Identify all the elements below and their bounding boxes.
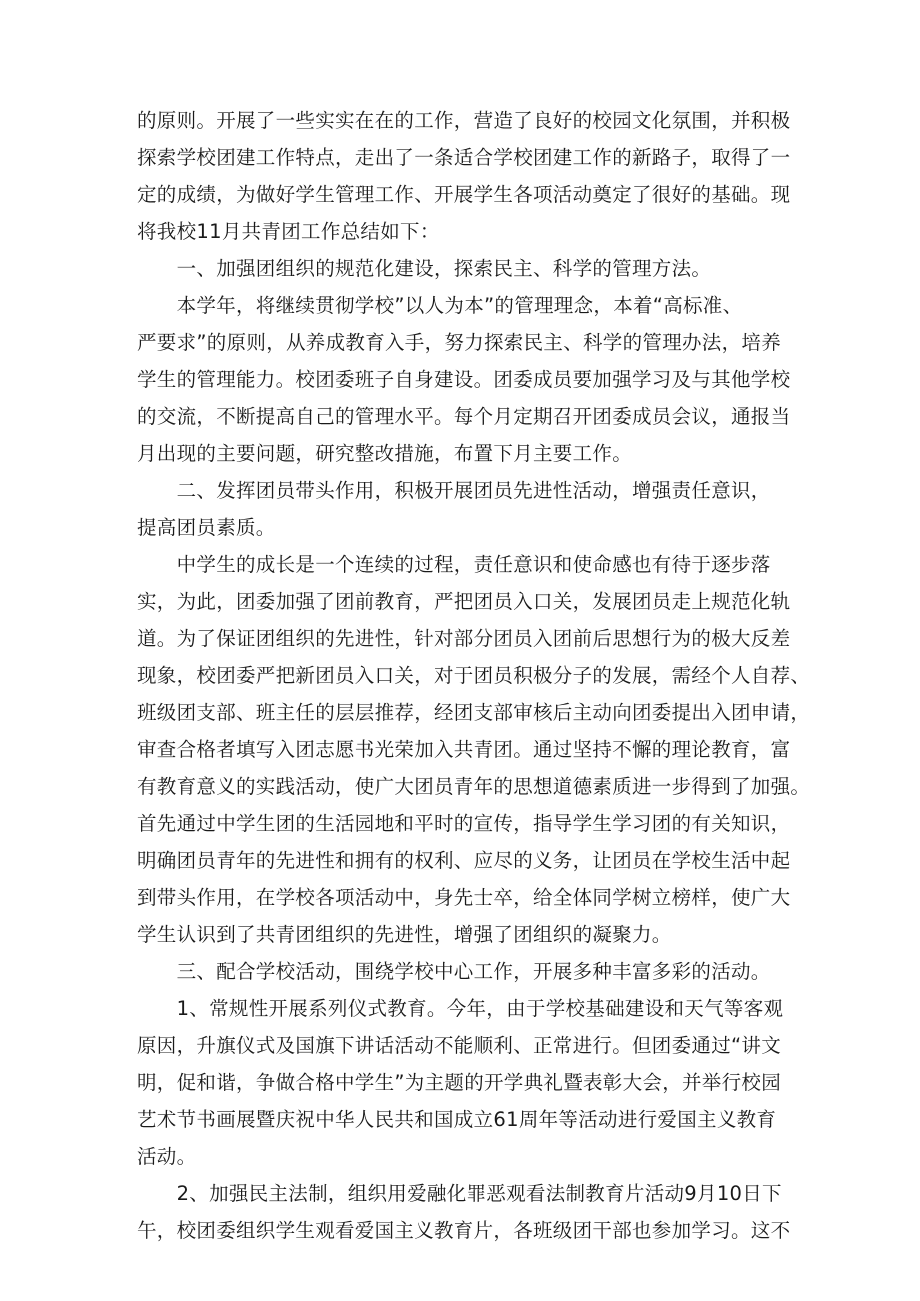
text-line: 首先通过中学生团的生活园地和平时的宣传，指导学生学习团的有关知识， xyxy=(137,812,791,835)
section-heading: 三、配合学校活动，围绕学校中心工作，开展多种丰富多彩的活动。 xyxy=(137,960,771,983)
text-line: 定的成绩，为做好学生管理工作、开展学生各项活动奠定了很好的基础。现 xyxy=(137,183,791,206)
text-line: 将我校11月共青团工作总结如下： xyxy=(137,220,440,243)
text-line: 学生认识到了共青团组织的先进性，增强了团组织的凝聚力。 xyxy=(137,923,672,946)
text-line: 实，为此，团委加强了团前教育，严把团员入口关，发展团员走上规范化轨 xyxy=(137,590,791,613)
text-line: 班级团支部、班主任的层层推荐，经团支部审核后主动向团委提出入团申请， xyxy=(137,701,811,724)
section-heading: 一、加强团组织的规范化建设，探索民主、科学的管理方法。 xyxy=(137,257,712,280)
text-line: 月出现的主要问题，研究整改措施，布置下月主要工作。 xyxy=(137,442,633,465)
text-line: 明确团员青年的先进性和拥有的权利、应尽的义务，让团员在学校生活中起 xyxy=(137,849,791,872)
text-line: 的交流，不断提高自己的管理水平。每个月定期召开团委成员会议，通报当 xyxy=(137,405,791,428)
text-line: 到带头作用，在学校各项活动中，身先士卒，给全体同学树立榜样，使广大 xyxy=(137,886,791,909)
text-line: 明，促和谐，争做合格中学生”为主题的开学典礼暨表彰大会，并举行校园 xyxy=(137,1071,782,1094)
text-line: 2、加强民主法制，组织用爱融化罪恶观看法制教育片活动9月10日下 xyxy=(137,1182,782,1205)
text-line: 的原则。开展了一些实实在在的工作，营造了良好的校园文化氛围，并积极 xyxy=(137,109,791,132)
text-line: 学生的管理能力。校团委班子自身建设。团委成员要加强学习及与其他学校 xyxy=(137,368,791,391)
text-line: 中学生的成长是一个连续的过程，责任意识和使命感也有待于逐步落 xyxy=(137,553,771,576)
section-heading-cont: 提高团员素质。 xyxy=(137,516,276,539)
text-line: 艺术节书画展暨庆祝中华人民共和国成立61周年等活动进行爱国主义教育 xyxy=(137,1108,777,1131)
text-line: 活动。 xyxy=(137,1145,197,1168)
text-line: 1、常规性开展系列仪式教育。今年，由于学校基础建设和天气等客观 xyxy=(137,997,784,1020)
text-line: 原因，升旗仪式及国旗下讲话活动不能顺利、正常进行。但团委通过“讲文 xyxy=(137,1034,782,1057)
text-line: 探索学校团建工作特点，走出了一条适合学校团建工作的新路子，取得了一 xyxy=(137,146,791,169)
text-line: 有教育意义的实践活动，使广大团员青年的思想道德素质进一步得到了加强。 xyxy=(137,775,811,798)
section-heading: 二、发挥团员带头作用，积极开展团员先进性活动，增强责任意识， xyxy=(137,479,771,502)
text-line: 午，校团委组织学生观看爱国主义教育片，各班级团干部也参加学习。这不 xyxy=(137,1219,791,1242)
text-line: 道。为了保证团组织的先进性，针对部分团员入团前后思想行为的极大反差 xyxy=(137,627,791,650)
text-line: 审查合格者填写入团志愿书光荣加入共青团。通过坚持不懈的理论教育，富 xyxy=(137,738,791,761)
text-line: 现象，校团委严把新团员入口关，对于团员积极分子的发展，需经个人自荐、 xyxy=(137,664,811,687)
text-line: 严要求”的原则，从养成教育入手，努力探索民主、科学的管理办法，培养 xyxy=(137,331,782,354)
text-line: 本学年，将继续贯彻学校”以人为本”的管理理念，本着“高标准、 xyxy=(137,294,743,317)
